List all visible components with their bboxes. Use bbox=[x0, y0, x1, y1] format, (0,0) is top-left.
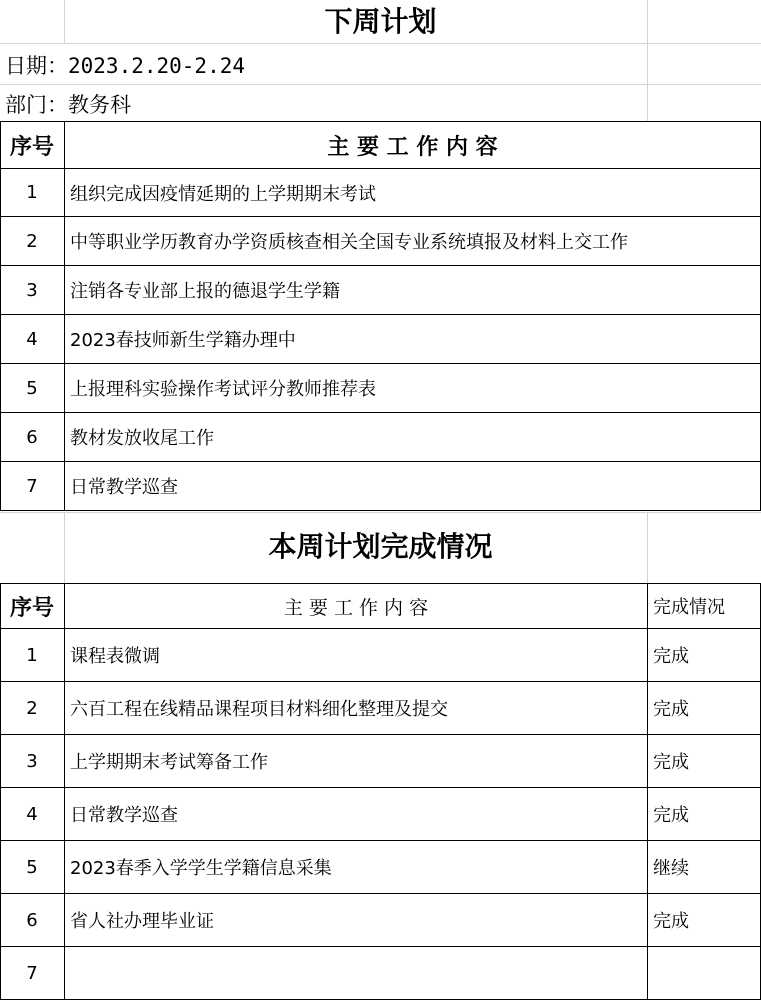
done-row-no: 6 bbox=[26, 909, 38, 931]
done-row-content: 2023春季入学学生学籍信息采集 bbox=[70, 858, 332, 879]
plan-row-content: 组织完成因疫情延期的上学期期末考试 bbox=[70, 183, 376, 205]
done-row-status: 完成 bbox=[653, 805, 689, 826]
done-row-no: 4 bbox=[26, 803, 38, 825]
done-row-status: 完成 bbox=[653, 752, 689, 773]
done-row-no: 2 bbox=[26, 697, 38, 719]
plan-row-no: 7 bbox=[26, 475, 38, 497]
plan-header-content: 主 要 工 作 内 容 bbox=[327, 133, 498, 160]
plan-row-no: 6 bbox=[26, 426, 38, 448]
done-row-no: 3 bbox=[26, 750, 38, 772]
this-week-title: 本周计划完成情况 bbox=[268, 530, 493, 563]
plan-row-no: 1 bbox=[26, 182, 38, 203]
done-row-status bbox=[648, 947, 760, 999]
done-row-content: 省人社办理毕业证 bbox=[70, 911, 214, 932]
table-border bbox=[0, 510, 761, 511]
done-row-no: 7 bbox=[26, 962, 38, 984]
plan-row-content: 中等职业学历教育办学资质核查相关全国专业系统填报及材料上交工作 bbox=[70, 232, 628, 253]
done-row-status: 完成 bbox=[653, 646, 689, 667]
plan-row-no: 3 bbox=[26, 279, 38, 301]
plan-row-no: 2 bbox=[26, 230, 38, 252]
done-row-no: 1 bbox=[26, 644, 38, 666]
done-header-content: 主 要 工 作 内 容 bbox=[283, 596, 429, 619]
done-header-status: 完成情况 bbox=[653, 597, 725, 618]
done-row-status: 完成 bbox=[653, 699, 689, 720]
done-row-content: 六百工程在线精品课程项目材料细化整理及提交 bbox=[70, 699, 448, 720]
done-row-no: 5 bbox=[26, 856, 38, 878]
plan-row-content: 教材发放收尾工作 bbox=[70, 428, 214, 449]
plan-row-content: 注销各专业部上报的德退学生学籍 bbox=[70, 281, 340, 302]
plan-row-content: 日常教学巡查 bbox=[70, 477, 178, 498]
plan-row-content: 上报理科实验操作考试评分教师推荐表 bbox=[70, 379, 376, 400]
plan-row-no: 4 bbox=[26, 328, 38, 350]
done-row-status: 完成 bbox=[653, 911, 689, 932]
plan-header-no: 序号 bbox=[9, 133, 54, 160]
gridline bbox=[0, 512, 761, 513]
done-row-content bbox=[65, 947, 647, 999]
done-header-no: 序号 bbox=[9, 594, 54, 621]
done-row-content: 课程表微调 bbox=[70, 646, 160, 667]
plan-department: 部门：教务科 bbox=[5, 93, 131, 117]
done-row-content: 上学期期末考试筹备工作 bbox=[70, 752, 268, 773]
plan-row-no: 5 bbox=[26, 377, 38, 399]
done-row-status: 继续 bbox=[653, 858, 689, 879]
next-week-title: 下周计划 bbox=[324, 5, 437, 38]
plan-row-content: 2023春技师新生学籍办理中 bbox=[70, 330, 296, 351]
done-row-content: 日常教学巡查 bbox=[70, 805, 178, 826]
plan-date: 日期：2023.2.20-2.24 bbox=[5, 54, 246, 78]
